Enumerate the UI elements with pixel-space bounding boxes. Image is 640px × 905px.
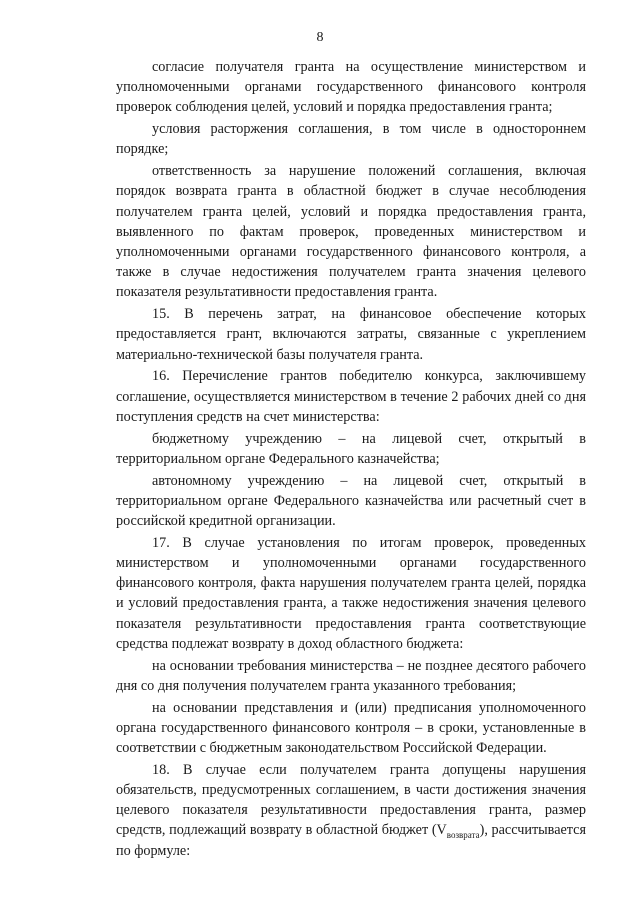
- document-body: [116, 57, 586, 862]
- paragraph-number: 16.: [152, 368, 170, 385]
- numbered-paragraph-16: 16. Перечисление грантов победителю конкурса, заключившему соглашение, осуществляется министерством в течение 2 рабочих дней со дня поступления средств на счет министерства:: [116, 368, 587, 425]
- paragraph: бюджетному учреждению – на лицевой счет, открытый в территориальном органе Федерального казначейства;: [116, 430, 586, 467]
- paragraph-number: 18.: [152, 761, 170, 778]
- numbered-paragraph-15: 15. В перечень затрат, на финансовое обеспечение которых предоставляется грант, включаются затраты, связанные с укреплением материально-технической базы получателя гранта.: [116, 306, 587, 363]
- paragraph: на основании требования министерства – не позднее десятого рабочего дня со дня получения получателем гранта указанного требования;: [116, 657, 586, 694]
- paragraph: условия расторжения соглашения, в том числе в одностороннем порядке;: [116, 121, 586, 158]
- numbered-paragraph-17: 17. В случае установления по итогам проверок, проведенных министерством и уполномоченными органами государственного финансового контроля, факта нарушения получателем гранта целей, порядка и условий предоставления гранта, а также недостижения значения целевого показателя результативности предоставления гранта соответствующие средства подлежат возврату в доход областного бюджета:: [116, 534, 586, 652]
- paragraph: автономному учреждению – на лицевой счет, открытый в территориальном органе Федерального казначейства или расчетный счет в российской кредитной организации.: [116, 472, 586, 530]
- paragraph: согласие получателя гранта на осуществление министерством и уполномоченными органами государственного финансового контроля проверок соблюдения целей, условий и порядка предоставления гранта;: [116, 59, 586, 116]
- paragraph: на основании представления и (или) предписания уполномоченного органа государственного финансового контроля – в сроки, установленные в соответствии с бюджетным законодательством Российской Федерации.: [116, 699, 586, 757]
- paragraph: ответственность за нарушение положений соглашения, включая порядок возврата гранта в областной бюджет в случае несоблюдения получателем гранта целей, условий и порядка предоставления гранта, выявленного по фактам проверок, проведенных министерством и уполномоченными органами государственного финансового контроля, а также в случае недостижения получателем гранта значения целевого показателя результативности предоставления гранта.: [116, 163, 586, 301]
- paragraph-number: 15.: [152, 306, 170, 323]
- subscript: возврата: [446, 830, 480, 841]
- numbered-paragraph-18: 18. В случае если получателем гранта допущены нарушения обязательств, предусмотренных соглашением, в части достижения значения целевого показателя результативности предоставления гранта, размер средств, подлежащий возврату в областной бюджет $(V_{возврата})$, рассчитывается по формуле:: [116, 761, 586, 859]
- page-number: 8: [316, 30, 324, 45]
- paragraph-number: 17.: [152, 534, 170, 551]
